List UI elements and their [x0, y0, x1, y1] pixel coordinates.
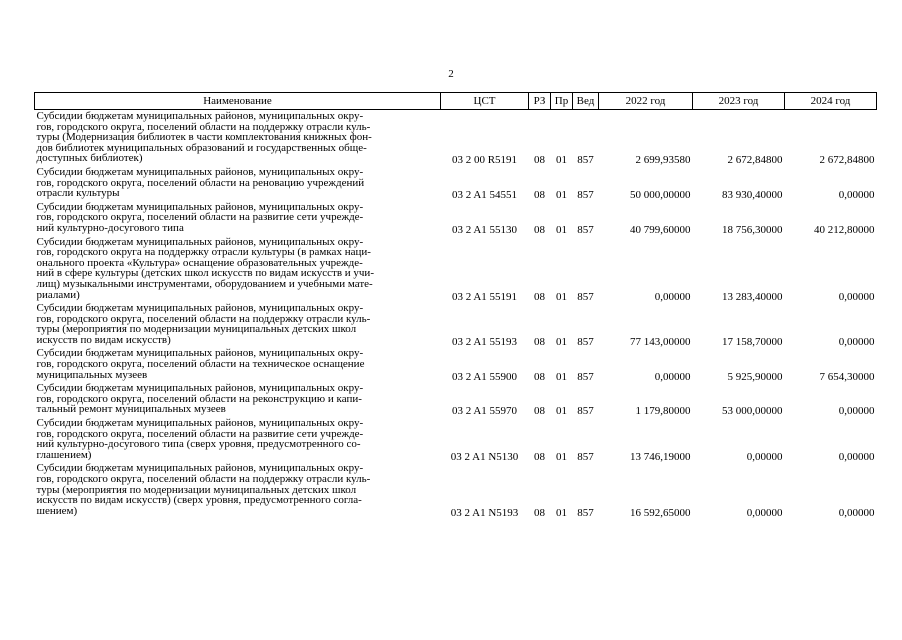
name-line: лищ) музыкальными инструментами, оборудованием и учебными мате-	[36, 277, 373, 290]
cell-pr: 01	[556, 335, 567, 348]
cell-2022: 1 179,80000	[635, 405, 691, 418]
name-line: риалами)	[36, 288, 80, 301]
cell-rz: 08	[534, 450, 545, 463]
cell-pr: 01	[556, 450, 567, 463]
cell-2024: 0,00000	[838, 290, 875, 303]
cell-2022: 0,00000	[654, 290, 691, 303]
name-line: Субсидии бюджетам муниципальных районов, муниципальных окру-	[36, 165, 364, 178]
cell-pr: 01	[556, 405, 567, 418]
name-line: доступных библиотек)	[36, 152, 143, 165]
name-line: ний культурно-досугового типа	[36, 221, 184, 234]
header-2024: 2024 год	[785, 93, 877, 110]
cell-2024: 7 654,30000	[819, 370, 875, 383]
cell-rz: 08	[534, 405, 545, 418]
cell-rz: 08	[534, 290, 545, 303]
cell-cst: 03 2 A1 55970	[451, 405, 518, 418]
cell-cst: 03 2 A1 55900	[451, 370, 518, 383]
cell-2023: 18 756,30000	[722, 223, 783, 236]
name-line: гов, городского округа, поселений области на развитие сети учрежде-	[36, 211, 364, 224]
cell-ved: 857	[577, 154, 594, 167]
cell-rz: 08	[534, 189, 545, 202]
table-row	[35, 110, 877, 166]
name-line: туры (мероприятия по модернизации муниципальных детских школ	[36, 323, 357, 336]
cell-2022: 16 592,65000	[630, 506, 691, 519]
table-row	[35, 166, 877, 201]
name-line: Субсидии бюджетам муниципальных районов, муниципальных окру-	[36, 347, 364, 360]
cell-cst: 03 2 A1 55191	[451, 290, 518, 303]
name-line: искусств по видам искусств)	[36, 333, 171, 346]
table-row	[35, 417, 877, 462]
name-line: отрасли культуры	[36, 187, 120, 200]
cell-2024: 0,00000	[838, 335, 875, 348]
header-name: Наименование	[35, 93, 441, 110]
table-row	[35, 382, 877, 417]
header-ved: Вед	[573, 93, 599, 110]
cell-name	[35, 201, 441, 236]
cell-ved: 857	[577, 370, 594, 383]
name-line: гов, городского округа, поселений области на поддержку отрасли куль-	[36, 473, 371, 485]
cell-2022: 0,00000	[654, 370, 691, 383]
name-line: туры (мероприятия по модернизации муниципальных детских школ	[36, 483, 357, 496]
table-row	[35, 347, 877, 382]
cell-2024: 0,00000	[838, 450, 875, 463]
name-line: искусств по видам искусств) (сверх уровня, предусмотренного согла-	[36, 494, 362, 507]
name-line: глашением)	[36, 448, 92, 461]
cell-pr: 01	[556, 189, 567, 202]
cell-cst: 03 2 A1 55193	[451, 335, 518, 348]
table-row	[35, 302, 877, 347]
cell-pr: 01	[556, 223, 567, 236]
cell-name	[35, 462, 441, 518]
cell-rz: 08	[534, 335, 545, 348]
name-line: гов, городского округа, поселений области на реновацию учреждений	[36, 176, 365, 189]
cell-2023: 53 000,00000	[722, 405, 783, 418]
cell-cst: 03 2 A1 54551	[451, 189, 518, 202]
table-row	[35, 236, 877, 303]
cell-pr: 01	[556, 290, 567, 303]
cell-pr: 01	[556, 154, 567, 167]
cell-2024: 2 672,84800	[819, 154, 875, 167]
name-line: гов, городского округа, поселений области на реконструкцию и капи-	[36, 392, 362, 405]
cell-2024: 0,00000	[838, 189, 875, 202]
name-line: Субсидии бюджетам муниципальных районов, муниципальных окру-	[36, 110, 364, 122]
cell-2023: 5 925,90000	[727, 370, 783, 383]
cell-ved: 857	[577, 405, 594, 418]
page-number: 2	[448, 68, 454, 80]
name-line: муниципальных музеев	[36, 368, 148, 381]
name-line: шением)	[36, 504, 78, 517]
cell-cst: 03 2 A1 N5193	[450, 506, 519, 519]
cell-ved: 857	[577, 189, 594, 202]
cell-pr: 01	[556, 506, 567, 519]
header-rz: РЗ	[529, 93, 551, 110]
cell-2023: 0,00000	[746, 506, 783, 519]
cell-ved: 857	[577, 223, 594, 236]
name-line: гов, городского округа, поселений области на техническое оснащение	[36, 358, 365, 371]
name-line: ний культурно-досугового типа (сверх уровня, предусмотренного со-	[36, 438, 361, 451]
name-line: туры (Модернизация библиотек в части комплектования книжных фон-	[36, 131, 372, 144]
cell-2022: 40 799,60000	[630, 223, 691, 236]
cell-cst: 03 2 00 R5191	[451, 154, 518, 167]
cell-name	[35, 236, 441, 303]
cell-2023: 0,00000	[746, 450, 783, 463]
header-pr: Пр	[551, 93, 573, 110]
name-line: гов, городского округа на поддержку отрасли культуры (в рамках наци-	[36, 246, 371, 259]
cell-cst: 03 2 A1 N5130	[450, 450, 519, 463]
table-header-row	[35, 93, 877, 110]
cell-2022: 13 746,19000	[630, 450, 691, 463]
header-2023: 2023 год	[693, 93, 785, 110]
cell-ved: 857	[577, 290, 594, 303]
table-row	[35, 201, 877, 236]
name-line: Субсидии бюджетам муниципальных районов, муниципальных окру-	[36, 417, 364, 430]
budget-table	[34, 92, 877, 518]
name-line: гов, городского округа, поселений области на поддержку отрасли куль-	[36, 312, 371, 325]
name-line: Субсидии бюджетам муниципальных районов, муниципальных окру-	[36, 382, 364, 395]
name-line: Субсидии бюджетам муниципальных районов, муниципальных окру-	[36, 200, 364, 213]
name-line: гов, городского округа, поселений области на развитие сети учрежде-	[36, 427, 364, 440]
name-line: Субсидии бюджетам муниципальных районов, муниципальных окру-	[36, 462, 364, 475]
cell-2024: 0,00000	[838, 506, 875, 519]
cell-rz: 08	[534, 154, 545, 167]
header-cst: ЦСТ	[441, 93, 529, 110]
cell-cst: 03 2 A1 55130	[451, 223, 518, 236]
name-line: дов библиотек муниципальных образований и государственных обще-	[36, 141, 367, 154]
cell-pr: 01	[556, 370, 567, 383]
cell-2022: 2 699,93580	[635, 154, 691, 167]
cell-2023: 17 158,70000	[722, 335, 783, 348]
cell-name	[35, 382, 441, 417]
name-line: онального проекта «Культура» оснащение образовательных учрежде-	[36, 256, 363, 269]
header-2022: 2022 год	[599, 93, 693, 110]
cell-2023: 13 283,40000	[722, 290, 783, 303]
cell-rz: 08	[534, 223, 545, 236]
name-line: тальный ремонт муниципальных музеев	[36, 403, 226, 416]
cell-2022: 77 143,00000	[630, 335, 691, 348]
cell-2023: 83 930,40000	[722, 189, 783, 202]
cell-name	[35, 166, 441, 201]
cell-ved: 857	[577, 335, 594, 348]
name-line: Субсидии бюджетам муниципальных районов, муниципальных окру-	[36, 235, 364, 248]
name-line: Субсидии бюджетам муниципальных районов, муниципальных окру-	[36, 302, 364, 315]
cell-name	[35, 110, 441, 166]
cell-rz: 08	[534, 370, 545, 383]
cell-ved: 857	[577, 450, 594, 463]
cell-2022: 50 000,00000	[630, 189, 691, 202]
cell-rz: 08	[534, 506, 545, 519]
name-line: ний в сфере культуры (детских школ искусств по видам искусств и учи-	[36, 267, 374, 280]
cell-name	[35, 347, 441, 382]
cell-2024: 40 212,80000	[814, 223, 875, 236]
table-row	[35, 462, 877, 518]
cell-ved: 857	[577, 506, 594, 519]
table-body	[35, 110, 877, 519]
cell-name	[35, 417, 441, 462]
cell-2023: 2 672,84800	[727, 154, 783, 167]
name-line: гов, городского округа, поселений области на поддержку отрасли куль-	[36, 120, 371, 133]
cell-name	[35, 302, 441, 347]
cell-2024: 0,00000	[838, 405, 875, 418]
